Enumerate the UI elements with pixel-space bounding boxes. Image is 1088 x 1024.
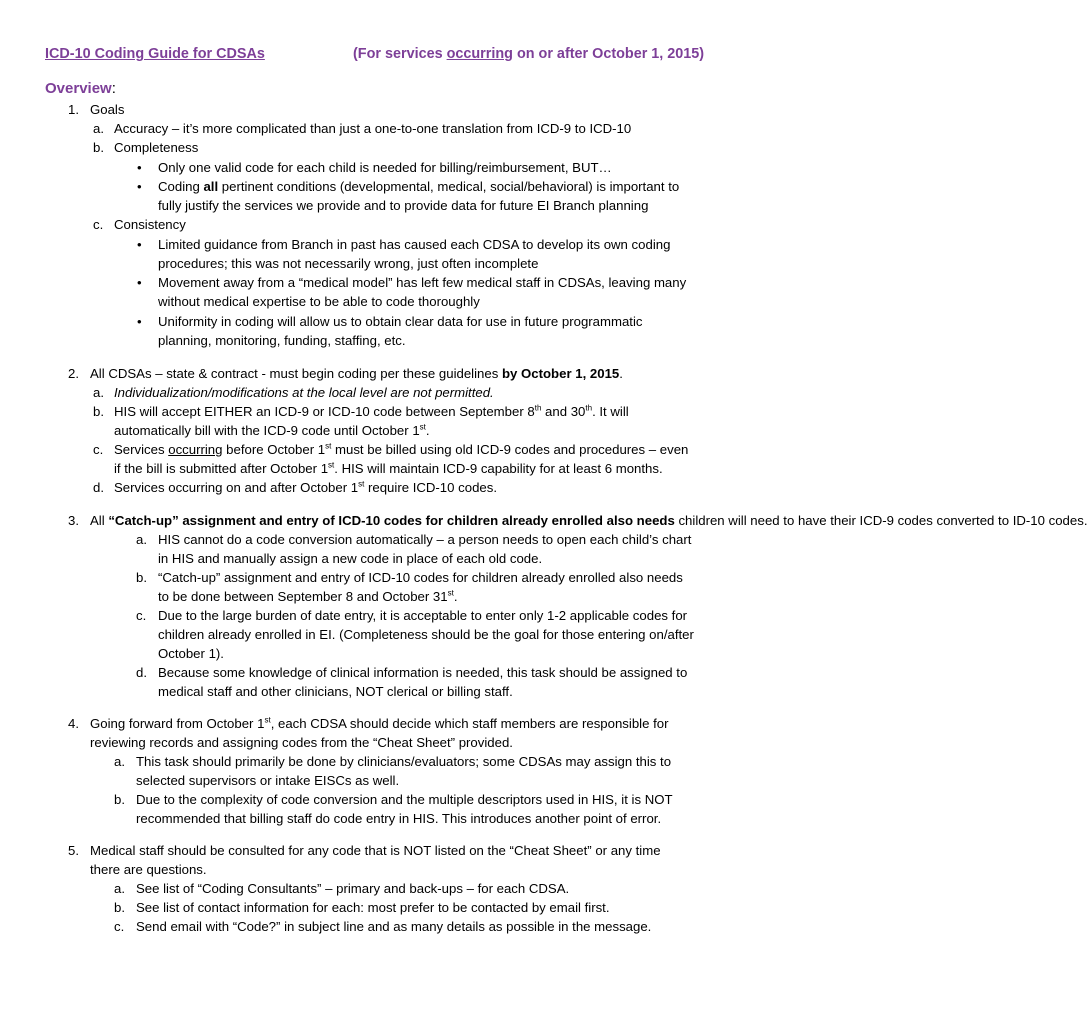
document-subtitle: (For services occurring on or after October 1, 2015) xyxy=(353,46,705,62)
list-item: Individualization/modifications at the local level are not permitted. xyxy=(114,385,494,400)
list-item-cont: October 1). xyxy=(158,646,224,661)
bullet-icon: • xyxy=(137,314,142,329)
list-marker: c. xyxy=(136,608,147,623)
bullet-item-cont: planning, monitoring, funding, staffing, etc. xyxy=(158,333,406,348)
list-item: This task should primarily be done by clinicians/evaluators; some CDSAs may assign this to xyxy=(136,754,672,769)
list-item: HIS cannot do a code conversion automatically – a person needs to open each child’s chart xyxy=(158,532,692,547)
list-item-cont: recommended that billing staff do code entry in HIS. This introduces another point of error. xyxy=(136,811,662,826)
list-item: Services occurring on and after October 1st require ICD-10 codes. xyxy=(114,479,497,495)
list-item: Consistency xyxy=(114,217,186,232)
list-marker: a. xyxy=(114,754,125,769)
list-item: HIS will accept EITHER an ICD-9 or ICD-10 code between September 8th and 30th. It will xyxy=(114,403,629,419)
list-item: See list of “Coding Consultants” – primary and back-ups – for each CDSA. xyxy=(136,881,570,896)
section-4-title: Going forward from October 1st, each CDSA should decide which staff members are responsible for xyxy=(90,715,669,731)
section-2-title: All CDSAs – state & contract - must begin coding per these guidelines by October 1, 2015. xyxy=(90,366,623,381)
list-item: Due to the large burden of date entry, it is acceptable to enter only 1-2 applicable codes for xyxy=(158,608,688,623)
bullet-icon: • xyxy=(137,275,142,290)
list-marker: b. xyxy=(93,404,104,419)
list-marker: b. xyxy=(136,570,147,585)
section-4-title-cont: reviewing records and assigning codes from the “Cheat Sheet” provided. xyxy=(90,735,513,750)
list-item: Services occurring before October 1st must be billed using old ICD-9 codes and procedures – even xyxy=(114,441,689,457)
list-item: Because some knowledge of clinical information is needed, this task should be assigned to xyxy=(158,665,688,680)
bullet-item: Limited guidance from Branch in past has caused each CDSA to develop its own coding xyxy=(158,237,671,252)
section-1-title: Goals xyxy=(90,102,125,117)
section-5-number: 5. xyxy=(68,843,79,858)
overview-heading: Overview: xyxy=(45,80,116,97)
list-marker: d. xyxy=(93,480,104,495)
list-marker: c. xyxy=(93,217,104,232)
list-item: Send email with “Code?” in subject line and as many details as possible in the message. xyxy=(136,919,652,934)
list-item-cont: if the bill is submitted after October 1st. HIS will maintain ICD-9 capability for at least 6 months. xyxy=(114,460,663,476)
list-item: See list of contact information for each: most prefer to be contacted by email first. xyxy=(136,900,610,915)
list-item-cont: in HIS and manually assign a new code in place of each old code. xyxy=(158,551,543,566)
document-title: ICD-10 Coding Guide for CDSAs xyxy=(45,46,265,62)
bullet-item: Uniformity in coding will allow us to obtain clear data for use in future programmatic xyxy=(158,314,643,329)
section-5-title-cont: there are questions. xyxy=(90,862,207,877)
section-3-title: All “Catch-up” assignment and entry of ICD-10 codes for children already enrolled also needs children will need to have their ICD-9 codes converted to ID-10 codes. xyxy=(90,513,1088,528)
section-2-number: 2. xyxy=(68,366,79,381)
list-marker: b. xyxy=(114,900,125,915)
bullet-icon: • xyxy=(137,160,142,175)
list-item-cont: to be done between September 8 and October 31st. xyxy=(158,588,458,604)
list-item: Accuracy – it’s more complicated than just a one-to-one translation from ICD-9 to ICD-10 xyxy=(114,121,632,136)
list-item-cont: selected supervisors or intake EISCs as well. xyxy=(136,773,400,788)
section-5-title: Medical staff should be consulted for any code that is NOT listed on the “Cheat Sheet” or any time xyxy=(90,843,661,858)
list-marker: c. xyxy=(93,442,104,457)
section-4-number: 4. xyxy=(68,716,79,731)
bullet-item: Movement away from a “medical model” has left few medical staff in CDSAs, leaving many xyxy=(158,275,687,290)
list-item: “Catch-up” assignment and entry of ICD-10 codes for children already enrolled also needs xyxy=(158,570,683,585)
list-marker: a. xyxy=(114,881,125,896)
list-marker: b. xyxy=(114,792,125,807)
bullet-item-cont: procedures; this was not necessarily wrong, just often incomplete xyxy=(158,256,539,271)
bullet-icon: • xyxy=(137,179,142,194)
list-marker: c. xyxy=(114,919,125,934)
bullet-item: Coding all pertinent conditions (developmental, medical, social/behavioral) is important to xyxy=(158,179,680,194)
list-item-cont: automatically bill with the ICD-9 code until October 1st. xyxy=(114,422,430,438)
list-marker: a. xyxy=(136,532,147,547)
section-3-number: 3. xyxy=(68,513,79,528)
bullet-icon: • xyxy=(137,237,142,252)
list-marker: a. xyxy=(93,121,104,136)
list-marker: a. xyxy=(93,385,104,400)
list-item-cont: children already enrolled in EI. (Completeness should be the goal for those entering on/after xyxy=(158,627,694,642)
bullet-item: Only one valid code for each child is needed for billing/reimbursement, BUT… xyxy=(158,160,612,175)
list-item-cont: medical staff and other clinicians, NOT clerical or billing staff. xyxy=(158,684,513,699)
bullet-item-cont: fully justify the services we provide and to provide data for future EI Branch planning xyxy=(158,198,649,213)
list-marker: d. xyxy=(136,665,147,680)
list-marker: b. xyxy=(93,140,104,155)
bullet-item-cont: without medical expertise to be able to code thoroughly xyxy=(158,294,480,309)
list-item: Due to the complexity of code conversion and the multiple descriptors used in HIS, it is NOT xyxy=(136,792,673,807)
list-item: Completeness xyxy=(114,140,199,155)
section-1-number: 1. xyxy=(68,102,79,117)
